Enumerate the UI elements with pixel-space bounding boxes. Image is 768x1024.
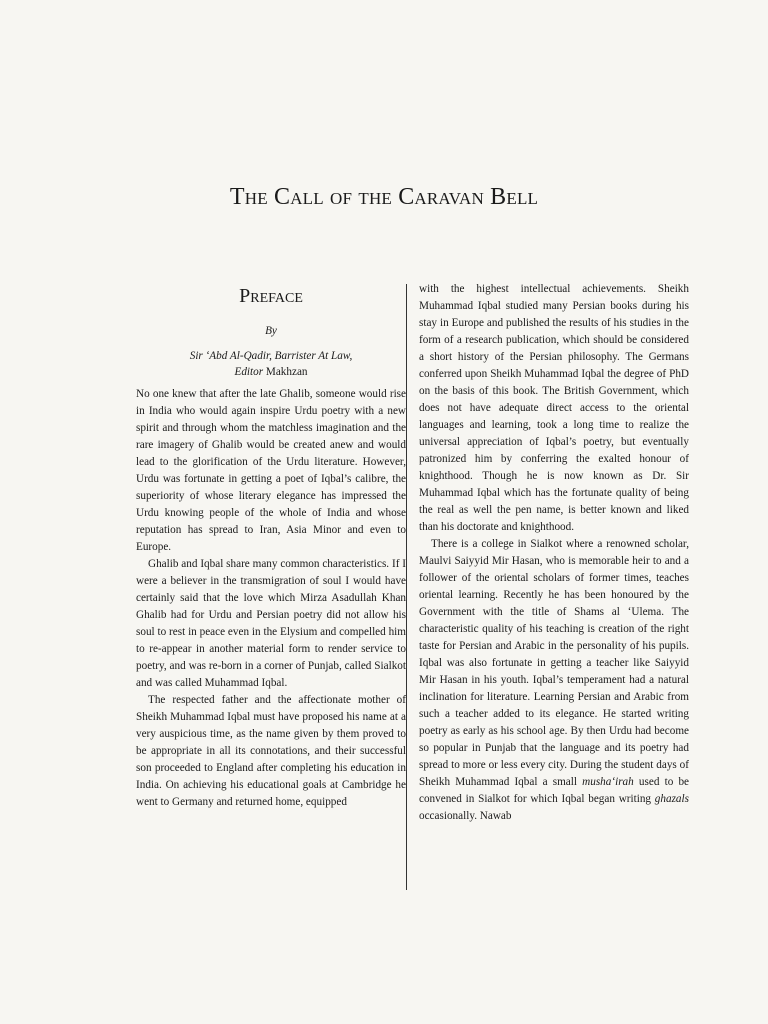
left-column [136,280,406,811]
paragraph-text: There is a college in Sialkot where a renowned scholar, Maulvi Saiyyid Mir Hasan, who is memorable heir to and a follower of the oriental scholars of former times, teaches oriental learning. Recently he has been honoured by the Government with the title of Shams al ‘Ulema. The characteristic quality of his teaching is creation of the right taste for Persian and Arabic in the personality of his pupils. Iqbal was also fortunate in getting a teacher like Saiyyid Mir Hasan in his youth. Iqbal’s temperament had a natural inclination for literature. Learning Persian and Arabic from such a teacher added to its elegance. He started writing poetry as early as his school age. By then Urdu had become so popular in Punjab that the language and its poetry had spread to more or less every city. During the student days of Sheikh Muhammad Iqbal a small [419,538,689,788]
paragraph: Ghalib and Iqbal share many common characteristics. If I were a believer in the transmigration of soul I would have certainly said that the love which Mirza Asadullah Khan Ghalib had for Urdu and Persian poetry did not allow his soul to rest in peace even in the Elysium and compelled him to re-appear in another material form to render service to poetry, and was re-born in a corner of Punjab, called Sialkot and was called Muhammad Iqbal. [136,558,406,689]
preface-heading: Preface [239,285,303,307]
author-line: Sir ‘Abd Al-Qadir, Barrister At Law, [189,350,353,362]
editor-publication: Makhzan [265,366,308,378]
term-ghazals: ghazals [654,793,689,805]
editor-role: Editor [234,366,264,378]
book-title: The Call of the Caravan Bell [229,184,539,210]
right-column [419,281,689,825]
column-divider [406,284,407,890]
paragraph [419,536,689,825]
paragraph: The respected father and the affectionate mother of Sheikh Muhammad Iqbal must have proposed his name at a very auspicious time, as the name given by them proved to be appropriate in all its connotations, and their successful son proceeded to England after completing his education in India. On achieving his educational goals at Cambridge he went to Germany and returned home, equipped [136,694,406,808]
paragraph-text: used to be convened in Sialkot for which Iqbal began writing [419,776,690,805]
byline: By [265,325,277,337]
paragraph-text: occasionally. Nawab [419,810,512,822]
term-musha-irah: musha‘irah [582,776,634,788]
paragraph: No one knew that after the late Ghalib, someone would rise in India who would again inspire Urdu poetry with a new spirit and through whom the matchless imagination and the rare imagery of Ghalib would be created anew and would lead to the glorification of the Urdu literature. However, Urdu was fortunate in getting a poet of Iqbal’s calibre, the superiority of whose literary elegance has impressed the Urdu knowing people of the whole of India and whose reputation has spread to Iran, Asia Minor and even to Europe. [136,388,406,553]
editor-line [136,364,406,380]
paragraph: with the highest intellectual achievements. Sheikh Muhammad Iqbal studied many Persian books during his stay in Europe and published the results of his studies in the form of a research publication, which should be considered a short history of the Persian philosophy. The Germans conferred upon Sheikh Muhammad Iqbal the degree of PhD on the basis of this book. The British Government, which does not have adequate direct access to the oriental languages and learning, took a long time to realize the universal appreciation of Iqbal’s poetry, but eventually patronized him by conferring the exalted honour of knighthood. Though he is now known as Dr. Sir Muhammad Iqbal which has the fortunate quality of being the real as well the pen name, is better known and liked than his doctorate and knighthood. [419,283,689,533]
